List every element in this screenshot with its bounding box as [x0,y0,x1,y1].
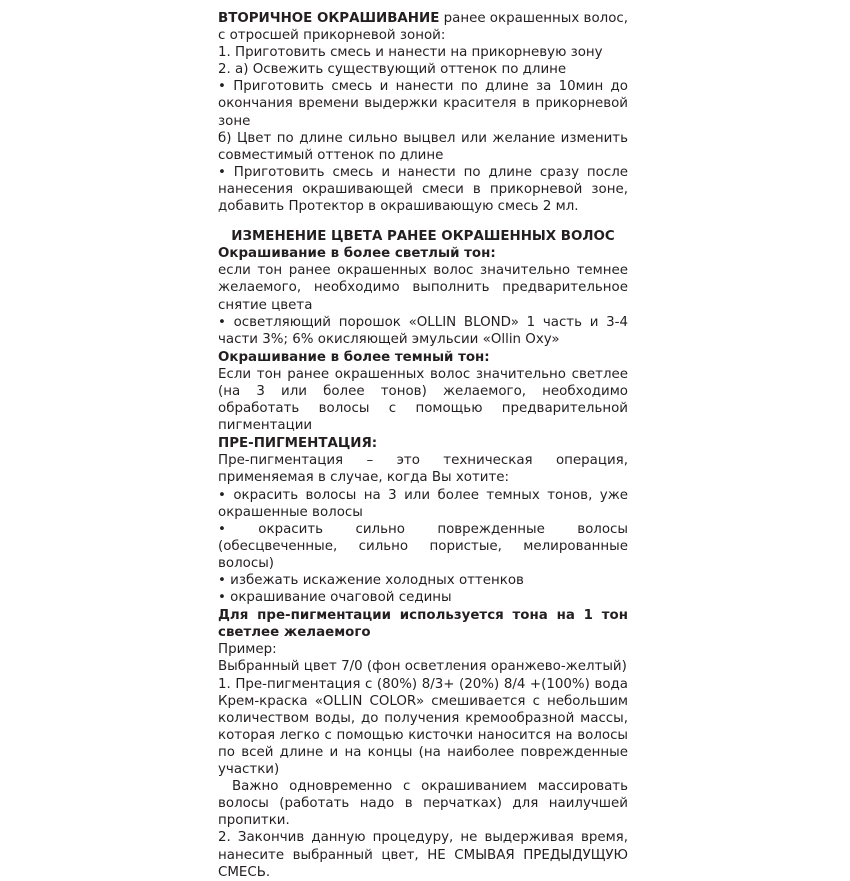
lighter-tone-subtitle: Окрашивание в более светлый тон: [218,246,496,262]
pre-pigmentation-step-2: 2. Закончив данную процедуру, не выдерживая время, нанесите выбранный цвет, НЕ СМЫВАЯ ПРЕДЫДУЩУЮ СМЕСЬ. [218,830,628,880]
secondary-coloring-bullet-1: • Приготовить смесь и нанести по длине за 10мин до окончания времени выдержки красителя в прикорневой зоне [218,79,628,129]
document-content [218,10,628,881]
lighter-tone-body: если тон ранее окрашенных волос значительно темнее желаемого, необходимо выполнить предварительное снятие цвета [218,263,628,313]
pre-pigmentation-bullet-4: • окрашивание очаговой седины [218,590,452,606]
pre-pigmentation-step-1: 1. Пре-пигментация с (80%) 8/3+ (20%) 8/4 +(100%) вода Крем-краска «OLLIN COLOR» смешивается с небольшим количеством воды, до получения кремообразной массы, которая легко с помощью кисточки наносится на волосы по всей длине и на концы (на наиболее поврежденные участки) [218,676,628,778]
secondary-coloring-bullet-2: • Приготовить смесь и нанести по длине сразу после нанесения окрашивающей смеси в прикорневой зоне, добавить Протектор в окрашивающую смесь 2 мл. [218,164,628,215]
secondary-coloring-heading-bold: ВТОРИЧНОЕ ОКРАШИВАНИЕ [218,11,440,26]
pre-pigmentation-important-note: Важно одновременно с окрашиванием массировать волосы (работать надо в перчатках) для наилучшей пропитки. [218,779,628,829]
pre-pigmentation-bullet-3: • избежать искажение холодных оттенков [218,573,524,588]
example-line: Выбранный цвет 7/0 (фон осветления оранжево-желтый) [218,659,627,675]
secondary-coloring-paragraph-b: б) Цвет по длине сильно выцвел или желание изменить совместимый оттенок по длине [218,130,628,163]
pre-pigmentation-intro: Пре-пигментация – это техническая операция, применяемая в случае, когда Вы хотите: [218,453,628,486]
secondary-coloring-heading-rest: ранее окрашенных волос, [439,11,629,26]
secondary-coloring-line-2: 1. Приготовить смесь и нанести на прикорневую зону [218,45,603,61]
color-change-title: ИЗМЕНЕНИЕ ЦВЕТА РАНЕЕ ОКРАШЕННЫХ ВОЛОС [231,229,615,245]
pre-pigmentation-bold-note: Для пре-пигментации используется тона на 1 тон светлее желаемого [218,608,628,641]
darker-tone-body: Если тон ранее окрашенных волос значительно светлее (на 3 или более тонов) желаемого, необходимо обработать волосы с помощью предварительной пигментации [218,366,628,434]
example-label: Пример: [218,642,277,658]
darker-tone-subtitle: Окрашивание в более темный тон: [218,349,490,365]
secondary-coloring-line-1: с отросшей прикорневой зоной: [218,28,446,44]
lighter-tone-bullet: • осветляющий порошок «OLLIN BLOND» 1 часть и 3-4 части 3%; 6% окисляющей эмульсии «Ollin Oxy» [218,314,628,347]
pre-pigmentation-bullet-2: • окрасить сильно поврежденные волосы (обесцвеченные, сильно пористые, мелированные волосы) [218,521,628,571]
pre-pigmentation-bullet-1: • окрасить волосы на 3 или более темных тонов, уже окрашенные волосы [218,487,628,520]
pre-pigmentation-title: ПРЕ-ПИГМЕНТАЦИЯ: [218,436,378,452]
secondary-coloring-heading [218,10,628,27]
secondary-coloring-line-3: 2. а) Освежить существующий оттенок по длине [218,62,567,78]
